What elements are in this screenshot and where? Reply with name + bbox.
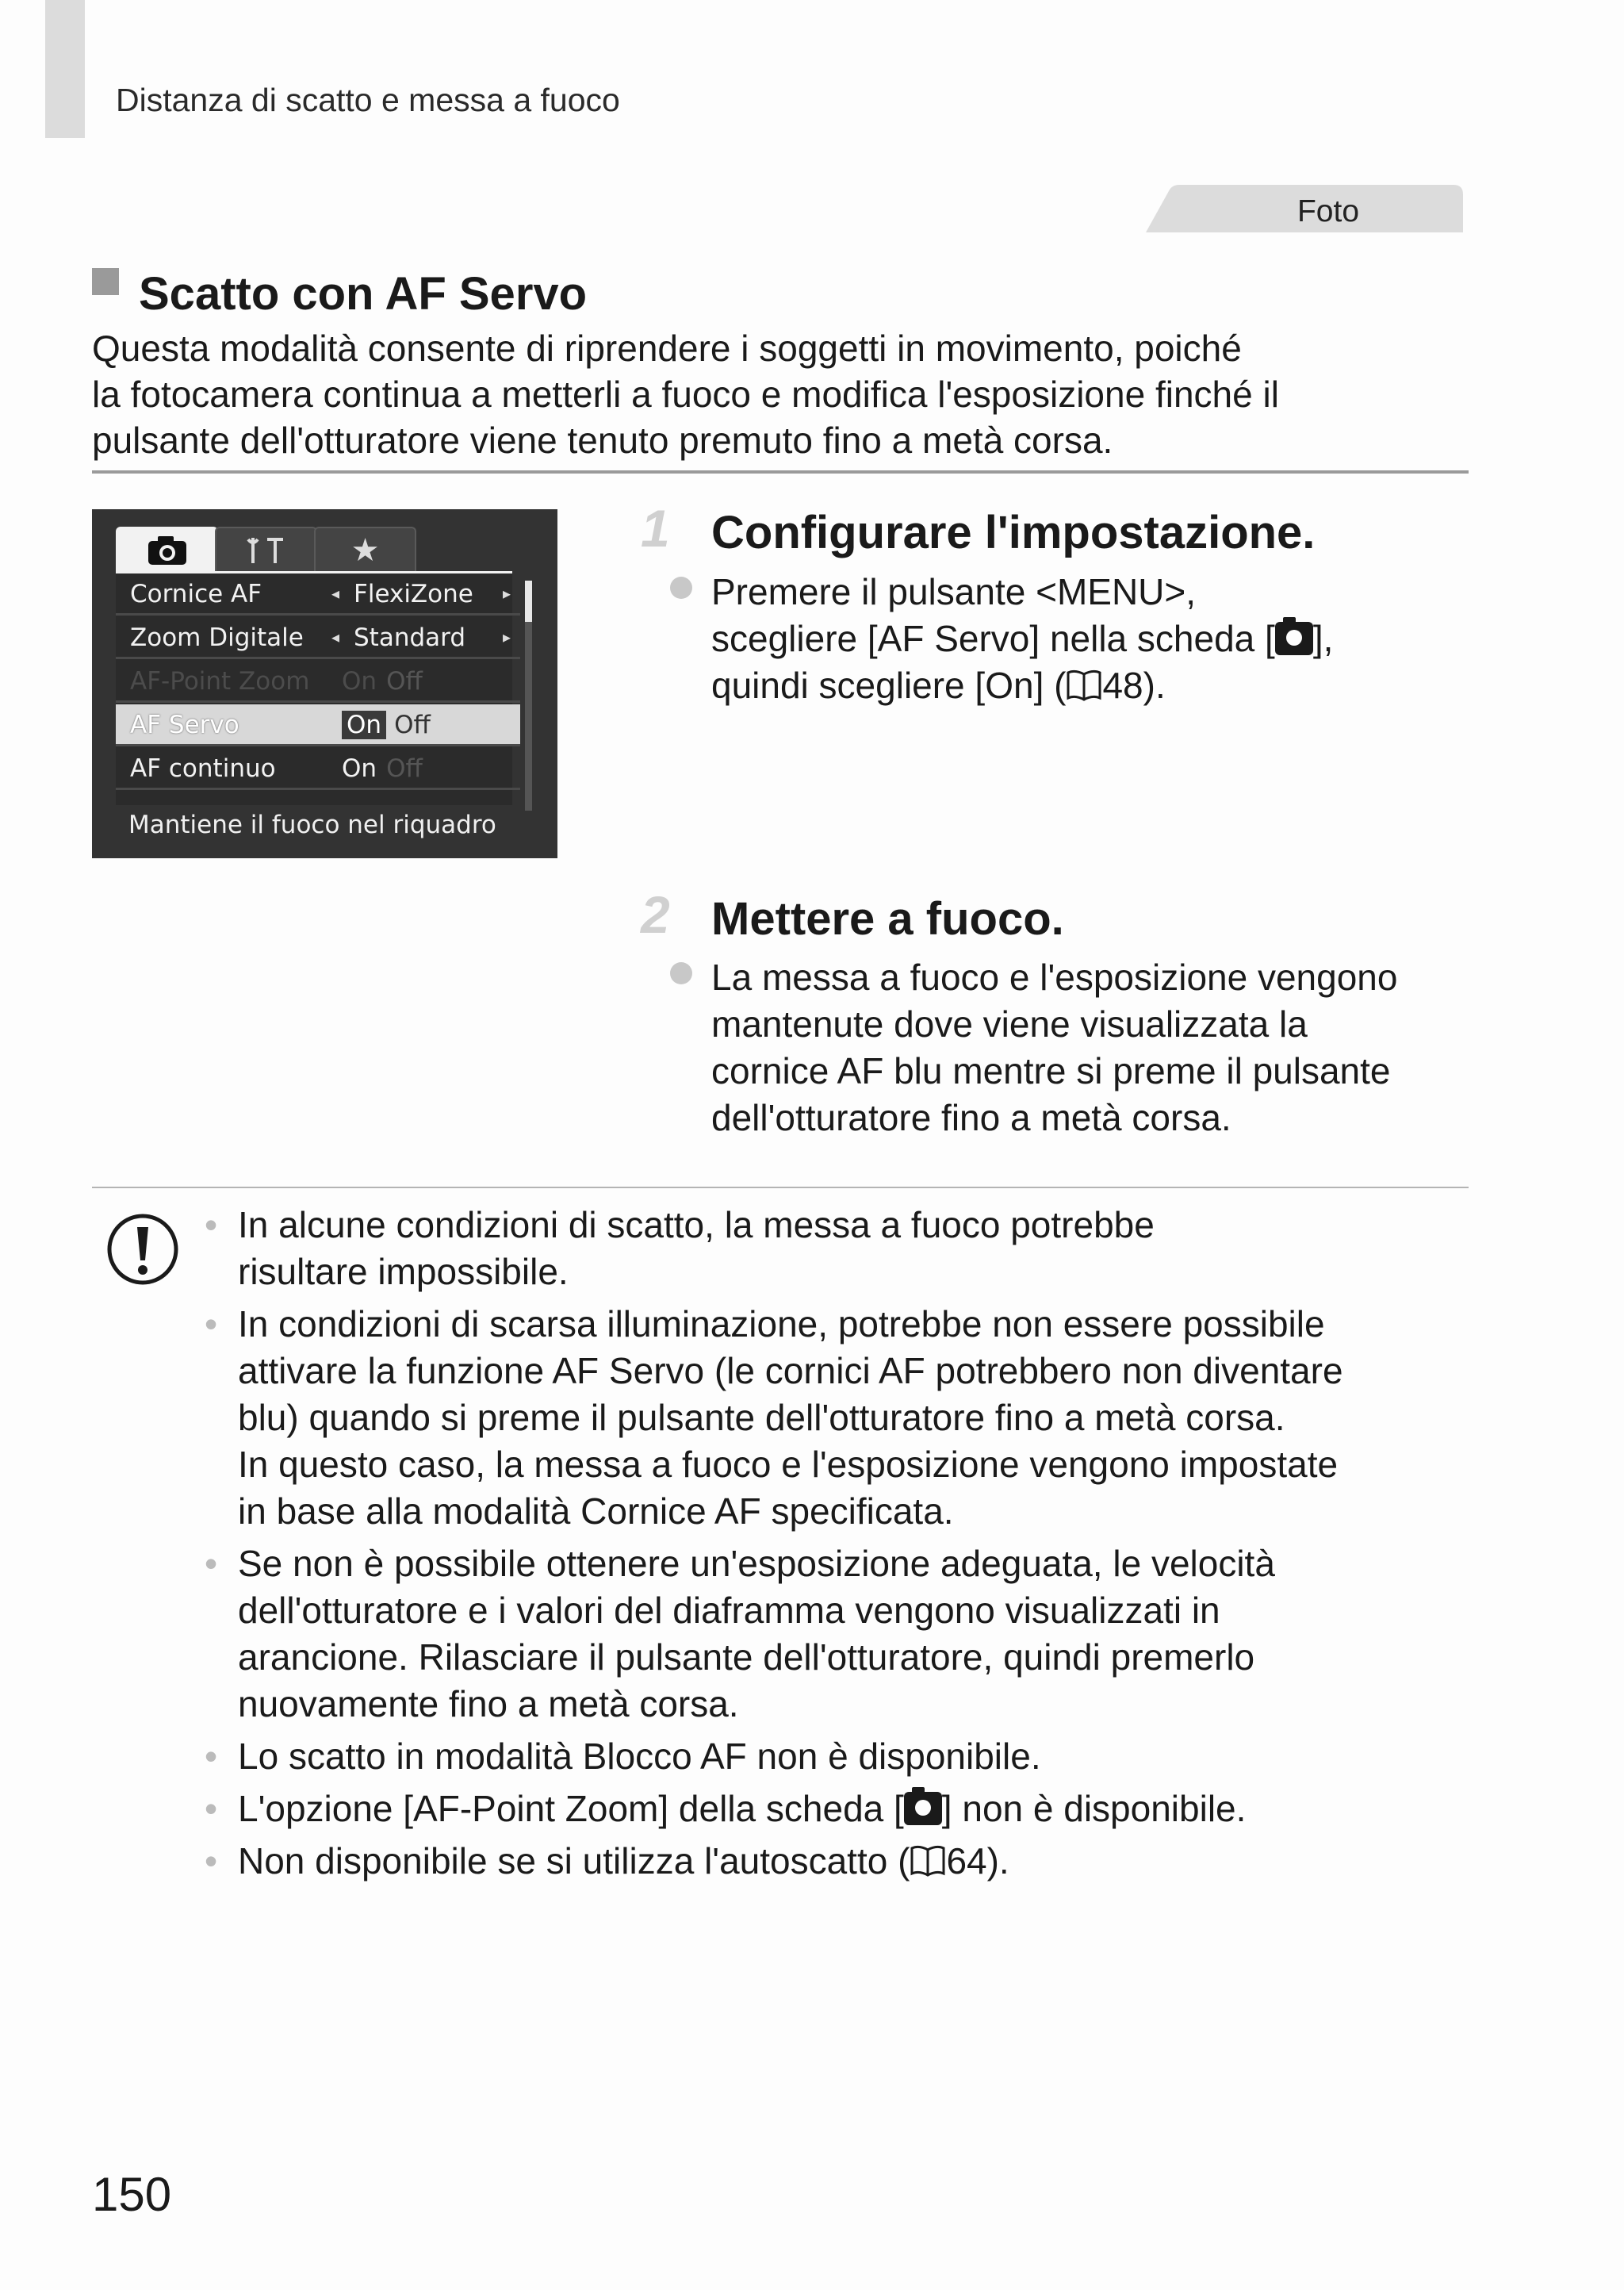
book-icon (1066, 668, 1102, 701)
menu-row-af-point-zoom (116, 661, 520, 703)
option-on: On (342, 711, 386, 739)
menu-row-zoom-digitale (116, 617, 520, 659)
menu-row-af-servo (116, 704, 520, 746)
note-line: arancione. Rilasciare il pulsante dell'otturatore, quindi premerlo (238, 1636, 1255, 1678)
step-line (711, 662, 1473, 709)
step-line: cornice AF blu mentre si preme il pulsante (711, 1050, 1391, 1091)
note-line (238, 1838, 1489, 1885)
option-on: On (342, 754, 377, 783)
option-off: Off (386, 754, 423, 783)
camera-scrollbar (525, 581, 532, 811)
step-number: 2 (641, 885, 670, 944)
step-title: Configurare l'impostazione. (711, 507, 1316, 558)
note-line: dell'otturatore e i valori del diaframma vengono visualizzati in (238, 1590, 1220, 1631)
note-line: Se non è possibile ottenere un'esposizione adeguata, le velocità (238, 1543, 1275, 1584)
camera-menu-list (116, 571, 512, 805)
arrow-left-icon: ◂ (331, 627, 340, 646)
menu-row-cornice-af (116, 573, 520, 616)
note-line: risultare impossibile. (238, 1251, 569, 1292)
step-text (711, 569, 1473, 709)
option-on: On (342, 667, 377, 696)
bullet-dot-icon: • (205, 1543, 218, 1584)
bullet-dot-icon: • (205, 1736, 218, 1777)
menu-row-label: AF-Point Zoom (130, 667, 310, 696)
menu-row-value (342, 667, 423, 696)
camera-icon (1275, 622, 1313, 655)
bullet-dot-icon: • (205, 1204, 218, 1245)
menu-row-label: AF continuo (130, 754, 276, 783)
breadcrumb: Distanza di scatto e messa a fuoco (116, 82, 620, 118)
menu-row-value: FlexiZone (354, 580, 473, 608)
section-divider (92, 470, 1469, 474)
arrow-right-icon: ▸ (503, 627, 511, 646)
note-line: In questo caso, la messa a fuoco e l'esposizione vengono impostate (238, 1444, 1339, 1485)
note-line (238, 1786, 1489, 1832)
book-icon (910, 1843, 946, 1877)
note-item (205, 1540, 1489, 1728)
note-line: nuovamente fino a metà corsa. (238, 1683, 739, 1724)
menu-button-label: MENU (1056, 571, 1165, 612)
option-off: Off (394, 711, 431, 739)
text-run: 48). (1102, 665, 1166, 706)
option-off: Off (386, 667, 423, 696)
section-intro (92, 325, 1472, 463)
text-run: ] non è disponibile. (941, 1788, 1247, 1829)
step-text (711, 954, 1473, 1141)
intro-line: pulsante dell'otturatore viene tenuto premuto fino a metà corsa. (92, 420, 1113, 461)
step-line (711, 569, 1473, 616)
caution-icon (105, 1211, 181, 1291)
page-number: 150 (92, 2168, 172, 2221)
section-title: Scatto con AF Servo (139, 268, 588, 320)
text-run: L'opzione [AF-Point Zoom] della scheda [ (238, 1788, 904, 1829)
note-item (205, 1733, 1489, 1780)
camera-icon (904, 1792, 942, 1825)
arrow-left-icon: ◂ (331, 584, 340, 603)
bullet-dot-icon: • (205, 1840, 218, 1881)
arrow-right-icon: ▸ (503, 584, 511, 603)
text-run: quindi scegliere [On] ( (711, 665, 1067, 706)
note-item (205, 1202, 1489, 1295)
menu-row-value (342, 711, 431, 739)
note-line: In alcune condizioni di scatto, la messa a fuoco potrebbe (238, 1204, 1155, 1245)
text-run: >, (1164, 571, 1197, 612)
step-line: mantenute dove viene visualizzata la (711, 1003, 1308, 1045)
bullet-dot-icon: • (205, 1303, 218, 1344)
caution-notes (205, 1202, 1489, 1890)
camera-tabs (116, 527, 512, 571)
note-item (205, 1786, 1489, 1832)
tools-icon (215, 527, 317, 573)
scrollbar-thumb (525, 581, 532, 622)
text-run: 64). (946, 1840, 1009, 1881)
note-item (205, 1301, 1489, 1535)
bullet-icon (670, 577, 692, 599)
menu-row-label: AF Servo (130, 711, 239, 739)
camera-help-text: Mantiene il fuoco nel riquadro (128, 811, 496, 839)
step-line (711, 616, 1473, 662)
text-run: ], (1312, 618, 1334, 659)
camera-icon (116, 527, 218, 573)
note-item (205, 1838, 1489, 1885)
camera-screen (92, 509, 557, 858)
intro-line: Questa modalità consente di riprendere i soggetti in movimento, poiché (92, 328, 1242, 369)
note-line: in base alla modalità Cornice AF specificata. (238, 1490, 954, 1532)
step-number: 1 (641, 499, 670, 558)
step-title: Mettere a fuoco. (711, 893, 1064, 945)
bullet-dot-icon: • (205, 1788, 218, 1829)
section-marker-icon (92, 268, 119, 295)
note-line: blu) quando si preme il pulsante dell'otturatore fino a metà corsa. (238, 1397, 1285, 1438)
text-run: Non disponibile se si utilizza l'autoscatto ( (238, 1840, 910, 1881)
step-line: La messa a fuoco e l'esposizione vengono (711, 957, 1398, 998)
tab-foto (1146, 185, 1463, 232)
star-icon: ★ (314, 527, 416, 573)
text-run: scegliere [AF Servo] nella scheda [ (711, 618, 1275, 659)
note-line: attivare la funzione AF Servo (le cornici AF potrebbero non diventare (238, 1350, 1343, 1391)
text-run: Premere il pulsante < (711, 571, 1057, 612)
step-line: dell'otturatore fino a metà corsa. (711, 1097, 1231, 1138)
side-tab-marker (45, 0, 85, 138)
menu-row-af-continuo (116, 748, 520, 790)
menu-row-value: Standard (354, 623, 466, 652)
intro-line: la fotocamera continua a metterli a fuoco e modifica l'esposizione finché il (92, 374, 1279, 415)
note-line: Lo scatto in modalità Blocco AF non è disponibile. (238, 1736, 1041, 1777)
menu-row-label: Zoom Digitale (130, 623, 304, 652)
notes-divider (92, 1187, 1469, 1188)
note-line: In condizioni di scarsa illuminazione, potrebbe non essere possibile (238, 1303, 1325, 1344)
tab-label: Foto (1297, 194, 1360, 228)
menu-row-label: Cornice AF (130, 580, 262, 608)
menu-row-value (342, 754, 423, 783)
bullet-icon (670, 962, 692, 984)
